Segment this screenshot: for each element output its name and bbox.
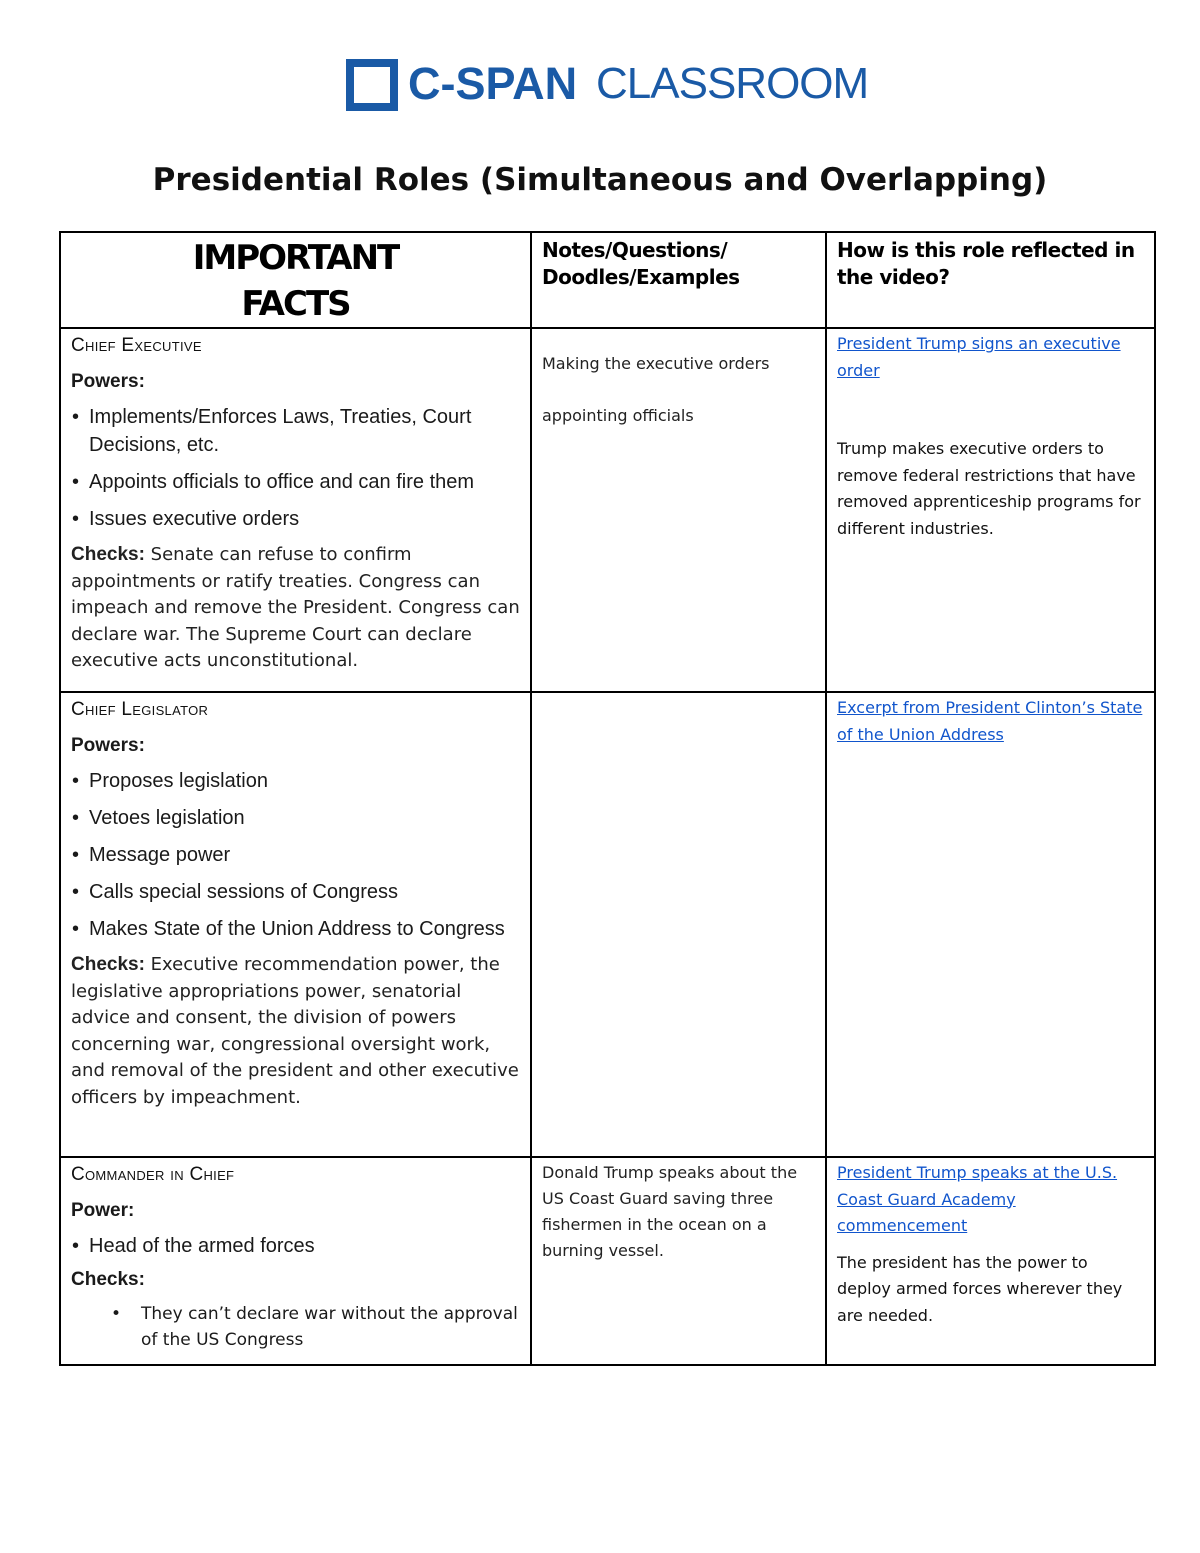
notes-cell [531,692,826,1157]
note-text: appointing officials [542,406,694,425]
checks-paragraph: Checks: Executive recommendation power, the legislative appropriations power, senatorial advice and consent, the division of powers concerning war, congressional oversight work, and removal of the president and other executive officers by impeachment. [71,954,519,1108]
facts-cell [60,692,531,1157]
video-cell [826,692,1155,1157]
list-item: • Calls special sessions of Congress [71,878,520,906]
notes-cell [531,1157,826,1365]
role-name: Commander in Chief [71,1164,235,1185]
logo-brand-bold: C-SPAN [408,58,578,109]
role-name: Chief Executive [71,335,202,356]
list-item: • Appoints officials to office and can fire them [71,468,520,496]
powers-list [71,1232,520,1260]
powers-label: Powers: [71,735,145,756]
list-item: • Head of the armed forces [71,1232,520,1260]
powers-list [71,403,520,533]
powers-label: Power: [71,1200,135,1221]
powers-list [71,767,520,943]
table-row [60,1157,1155,1365]
list-item: • Proposes legislation [71,767,520,795]
cspan-classroom-logo [346,58,869,110]
list-item: • Vetoes legislation [71,804,520,832]
table-row [60,692,1155,1157]
note-text: Making the executive orders [542,354,770,373]
checks-label: Checks: [71,1269,145,1290]
table-row [60,328,1155,692]
video-cell [826,328,1155,692]
list-item: • Message power [71,841,520,869]
video-cell [826,1157,1155,1365]
roles-table [59,231,1156,1366]
list-item: • Implements/Enforces Laws, Treaties, Court Decisions, etc. [71,403,520,459]
list-item: • Makes State of the Union Address to Congress [71,915,520,943]
video-note: Trump makes executive orders to remove federal restrictions that have removed apprenticeship programs for different industries. [837,439,1141,538]
table-header-row [60,232,1155,328]
video-link[interactable]: Excerpt from President Clinton’s State of the Union Address [837,698,1143,744]
list-item: • Issues executive orders [71,505,520,533]
header-video: How is this role reflected in the video? [826,232,1155,328]
logo-square-icon [346,59,398,111]
facts-cell [60,328,531,692]
role-name: Chief Legislator [71,699,209,720]
video-link[interactable]: President Trump signs an executive order [837,334,1121,380]
video-link[interactable]: President Trump speaks at the U.S. Coast Guard Academy commencement [837,1163,1118,1235]
facts-cell [60,1157,531,1365]
checks-list [71,1301,520,1353]
list-item: • They can’t declare war without the approval of the US Congress [141,1301,520,1353]
note-text: Donald Trump speaks about the US Coast Guard saving three fishermen in the ocean on a burning vessel. [542,1163,798,1260]
checks-paragraph: Checks: Senate can refuse to confirm appointments or ratify treaties. Congress can impeach and remove the President. Congress can declare war. The Supreme Court can declare executive acts unconstitutional. [71,544,520,671]
header-notes: Notes/Questions/ Doodles/Examples [531,232,826,328]
logo-brand-light: CLASSROOM [596,59,869,108]
page-title: Presidential Roles (Simultaneous and Overlapping) [152,162,1048,198]
notes-cell [531,328,826,692]
powers-label: Powers: [71,371,145,392]
header-important-facts: IMPORTANT FACTS [60,232,531,328]
video-note: The president has the power to deploy armed forces wherever they are needed. [837,1252,1123,1325]
